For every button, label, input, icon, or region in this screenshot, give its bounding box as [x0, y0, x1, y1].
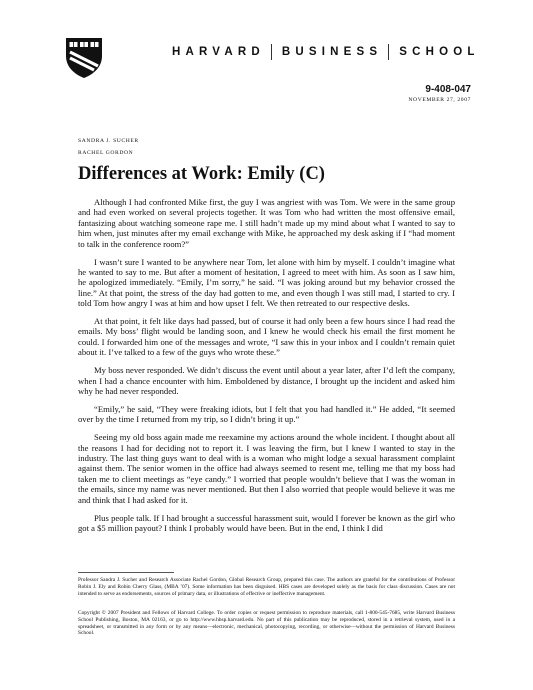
author-1: SANDRA J. SUCHER	[78, 138, 139, 144]
school-name	[172, 44, 480, 60]
paragraph-7: Plus people talk. If I had brought a successful harassment suit, would I forever be known as the girl who got a $5 million payout? I think I probably would have been. But in the end, I think I did	[78, 512, 455, 533]
case-date: NOVEMBER 27, 2007	[408, 97, 471, 103]
harvard-shield-logo	[64, 36, 104, 80]
document-title: Differences at Work: Emily (C)	[78, 164, 325, 184]
case-number: 9-408-047	[425, 84, 471, 95]
school-word-2: BUSINESS	[281, 46, 383, 58]
separator	[388, 44, 389, 60]
author-2: RACHEL GORDON	[78, 150, 134, 156]
footnote-rule	[78, 572, 174, 573]
paragraph-6: Seeing my old boss again made me reexamine my actions around the whole incident. I thought about all the reasons I had for deciding not to report it. I was leaving the firm, but I knew I wanted to stay in the industry. The last thing guys want to deal with is a woman who might lodge a sexual harassment complaint against them. The senior women in the office had always seemed to resent me, telling me that my boss had taken me to client meetings as “eye candy.” I worried that people wouldn’t believe that I was the woman in the emails, since my name was never mentioned. But then I also worried that people would believe it was me and think that I had asked for it.	[78, 432, 455, 505]
paragraph-2: I wasn’t sure I wanted to be anywhere near Tom, let alone with him by myself. I couldn’t imagine what he wanted to say to me. But after a moment of hesitation, I agreed to meet with him. As soon as I saw him, he apologized immediately. “Emily, I’m sorry,” he said. “I was joking around but my behavior crossed the line.” At that point, the stress of the day had gotten to me, and even though I was still mad, I started to cry. I told Tom how angry I was at him and how upset I felt. We then retreated to our respective desks.	[78, 256, 455, 309]
footnote-preparation: Professor Sandra J. Sucher and Research Associate Rachel Gordon, Global Research Group, prepared this case. The authors are grateful for the contributions of Professor Robin J. Ely and Robin Cherry Glass, (MBA ’07). Some information has been disguised. HBS cases are developed solely as the basis for class discussion. Cases are not intended to serve as endorsements, sources of primary data, or illustrations of effective or ineffective management.	[78, 577, 455, 597]
paragraph-4: My boss never responded. We didn’t discuss the event until about a year later, after I’d left the company, when I had a chance encounter with him. Emboldened by distance, I brought up the incident and asked him why he had never responded.	[78, 365, 455, 396]
body-text	[78, 197, 455, 541]
paragraph-3: At that point, it felt like days had passed, but of course it had only been a few hours since I had read the emails. My boss’ flight would be landing soon, and I knew he would check his email the first moment he could. I forwarded him one of the messages and wrote, “I saw this in your inbox and I couldn’t remain quiet about it. I’ve talked to a few of the guys who wrote these.”	[78, 316, 455, 358]
paragraph-1: Although I had confronted Mike first, the guy I was angriest with was Tom. We were in the same group and had even worked on several projects together. It was Tom who had written the most offensive email, fantasizing about watching someone rape me. I still hadn’t made up my mind about what I wanted to say to him when, just minutes after my email exchange with Mike, he approached my desk asking if I “had moment to talk in the conference room?”	[78, 197, 455, 249]
school-word-1: HARVARD	[172, 46, 265, 58]
school-word-3: SCHOOL	[399, 46, 480, 58]
paragraph-5: “Emily,” he said, “They were freaking idiots, but I felt that you had handled it.” He added, “It seemed over by the time I returned from my trip, so I didn’t bring it up.”	[78, 403, 455, 425]
separator	[271, 44, 272, 60]
footnote-copyright: Copyright © 2007 President and Fellows of Harvard College. To order copies or request permission to reproduce materials, call 1-800-545-7685, write Harvard Business School Publishing, Boston, MA 02163, or go to http://www.hbsp.harvard.edu. No part of this publication may be reproduced, stored in a retrieval system, used in a spreadsheet, or transmitted in any form or by any means—electronic, mechanical, photocopying, recording, or otherwise—without the permission of Harvard Business School.	[78, 610, 455, 637]
